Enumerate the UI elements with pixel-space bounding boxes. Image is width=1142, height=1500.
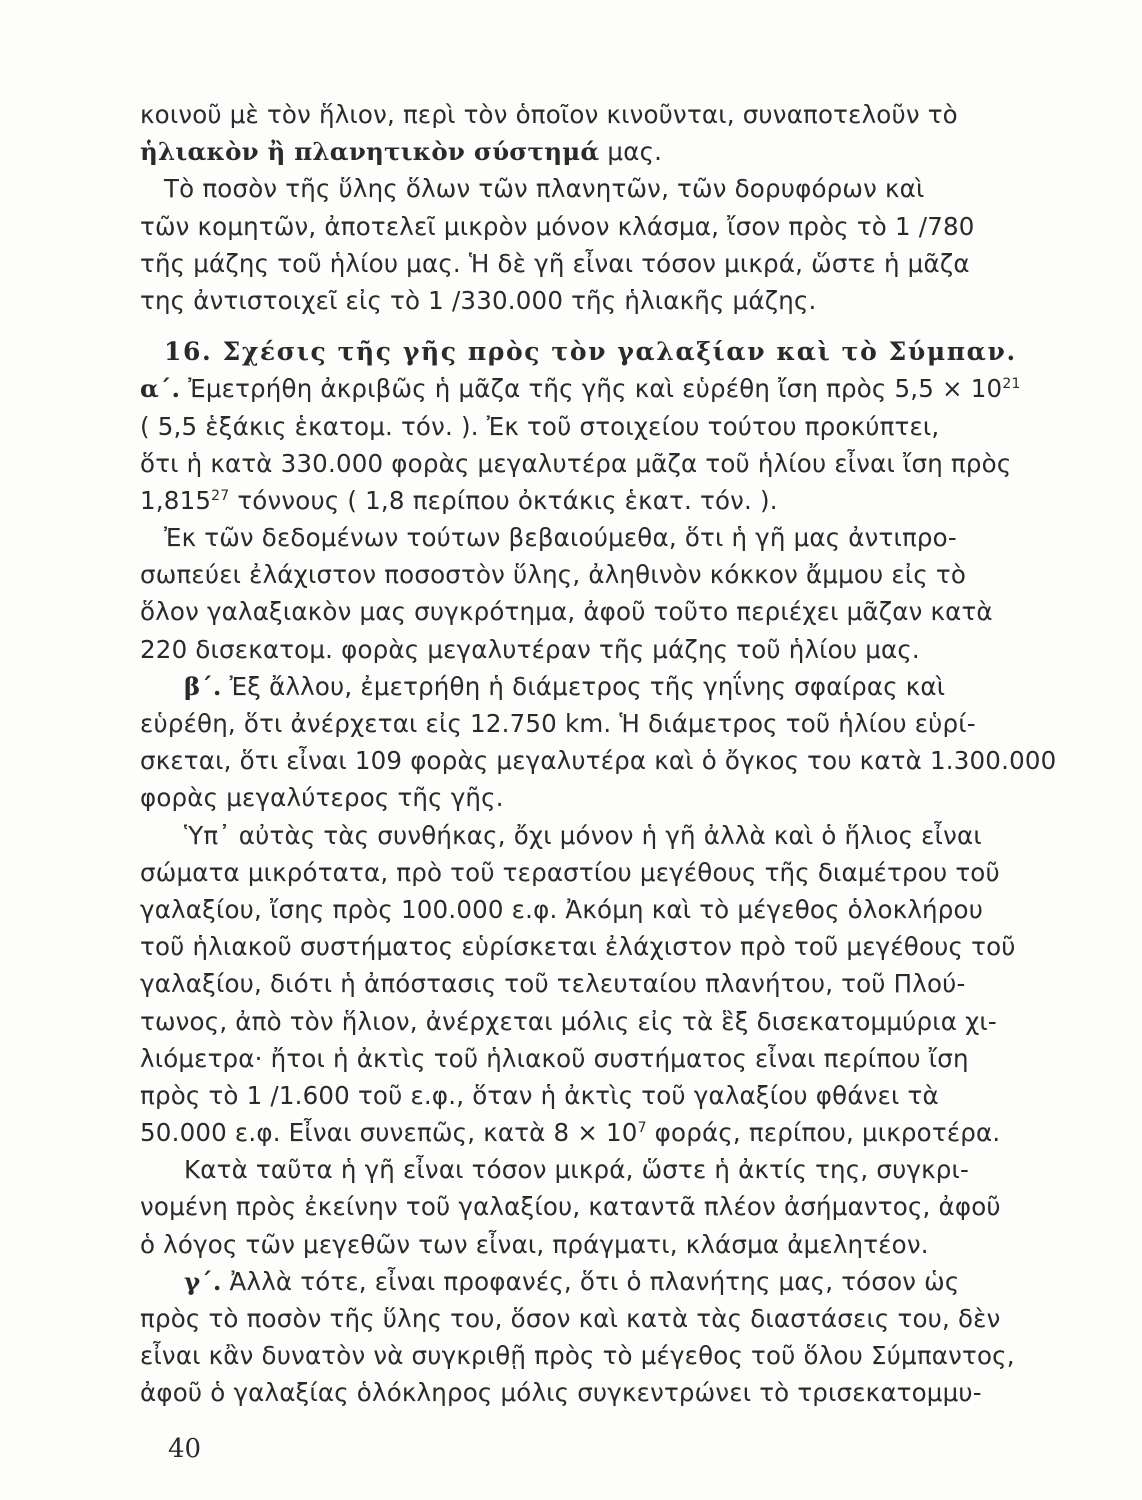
text-fragment: Ἐμετρήθη ἀκριβῶς ἡ μᾶζα τῆς γῆς καὶ εὑρέθη ἴση πρὸς 5,5 × 10 <box>180 374 1003 404</box>
text-fragment: 50.000 ε.φ. Εἶναι συνεπῶς, κατὰ 8 × 10 <box>140 1118 638 1148</box>
bold-term: ἡλιακὸν ἢ πλανητικὸν σύστημά <box>140 137 600 167</box>
text-fragment: 1,815 <box>140 485 212 515</box>
text-fragment: Ἐξ ἄλλου, ἐμετρήθη ἡ διάμετρος τῆς γηΐνης σφαίρας καὶ <box>221 671 946 701</box>
text-line <box>140 1114 1020 1151</box>
text-line: 220 δισεκατομ. φορὰς μεγαλυτέραν τῆς μάζης τοῦ ἡλίου μας. <box>140 634 920 664</box>
text-fragment: μας. <box>599 137 663 167</box>
text-line <box>140 668 1020 705</box>
text-fragment: φοράς, περίπου, μικροτέρα. <box>646 1118 1001 1148</box>
text-line: φορὰς μεγαλύτερος τῆς γῆς. <box>140 783 504 813</box>
text-line: ( 5,5 ἑξάκις ἑκατομ. τόν. ). Ἐκ τοῦ στοιχείου τούτου προκύπτει, <box>140 411 940 441</box>
text-line: πρὸς τὸ 1 /1.600 τοῦ ε.φ., ὅταν ἡ ἀκτὶς τοῦ γαλαξίου φθάνει τὰ <box>140 1080 939 1110</box>
text-line: Ἐκ τῶν δεδομένων τούτων βεβαιούμεθα, ὅτι ἡ γῆ μας ἀντιπρο- <box>164 523 957 553</box>
page-body-text <box>140 96 1057 1412</box>
text-line: εὑρέθη, ὅτι ἀνέρχεται εἰς 12.750 km. Ἡ διάμετρος τοῦ ἡλίου εὑρί- <box>140 709 976 738</box>
page-number: 40 <box>168 1434 202 1464</box>
text-line: τοῦ ἡλιακοῦ συστήματος εὑρίσκεται ἐλάχιστον πρὸ τοῦ μεγέθους τοῦ <box>140 932 1016 962</box>
subsection-marker-beta: β΄. <box>184 671 222 701</box>
text-line: Κατὰ ταῦτα ἡ γῆ εἶναι τόσον μικρά, ὥστε ἡ ἀκτίς της, συγκρι- <box>184 1155 970 1185</box>
text-line: σώματα μικρότατα, πρὸ τοῦ τεραστίου μεγέθους τῆς διαμέτρου τοῦ <box>140 857 1000 887</box>
text-line: πρὸς τὸ ποσὸν τῆς ὕλης του, ὅσον καὶ κατὰ τὰς διαστάσεις του, δὲν <box>140 1304 1001 1333</box>
text-line: γαλαξίου, διότι ἡ ἀπόστασις τοῦ τελευταίου πλανήτου, τοῦ Πλού- <box>140 969 966 999</box>
section-heading: 16. Σχέσις τῆς γῆς πρὸς τὸν γαλαξίαν καὶ τὸ Σύμπαν. <box>164 337 1017 367</box>
text-line <box>140 133 1020 170</box>
text-line: τωνος, ἀπὸ τὸν ἥλιον, ἀνέρχεται μόλις εἰς τὰ ἓξ δισεκατομμύρια χι- <box>140 1006 997 1036</box>
text-line: γαλαξίου, ἴσης πρὸς 100.000 ε.φ. Ἀκόμη καὶ τὸ μέγεθος ὁλοκλήρου <box>140 894 984 924</box>
text-line: σωπεύει ἐλάχιστον ποσοστὸν ὕλης, ἀληθινὸν κόκκον ἄμμου εἰς τὸ <box>140 560 967 590</box>
exponent: 21 <box>1002 376 1021 393</box>
text-line: Ὑπ᾽ αὐτὰς τὰς συνθήκας, ὄχι μόνον ἡ γῆ ἀλλὰ καὶ ὁ ἥλιος εἶναι <box>184 820 982 850</box>
text-line: ὅλον γαλαξιακὸν μας συγκρότημα, ἀφοῦ τοῦτο περιέχει μᾶζαν κατὰ <box>140 597 993 627</box>
text-line <box>140 482 1020 519</box>
text-fragment: τόννους ( 1,8 περίπου ὀκτάκις ἑκατ. τόν. ). <box>229 485 778 515</box>
exponent: 27 <box>211 487 230 504</box>
text-line: νομένη πρὸς ἐκείνην τοῦ γαλαξίου, καταντᾶ πλέον ἀσήμαντος, ἀφοῦ <box>140 1192 1001 1222</box>
text-line: λιόμετρα· ἤτοι ἡ ἀκτὶς τοῦ ἡλιακοῦ συστήματος εἶναι περίπου ἴση <box>140 1043 969 1073</box>
subsection-marker-gamma: γ΄. <box>184 1266 222 1296</box>
text-line: ὁ λόγος τῶν μεγεθῶν των εἶναι, πράγματι, κλάσμα ἀμελητέον. <box>140 1229 929 1259</box>
text-line <box>140 370 1020 407</box>
text-line: Τὸ ποσὸν τῆς ὕλης ὅλων τῶν πλανητῶν, τῶν δορυφόρων καὶ <box>164 174 925 204</box>
text-line: τῆς μάζης τοῦ ἡλίου μας. Ἡ δὲ γῆ εἶναι τόσον μικρά, ὥστε ἡ μᾶζα <box>140 248 970 278</box>
text-line: εἶναι κἂν δυνατὸν νὰ συγκριθῇ πρὸς τὸ μέγεθος τοῦ ὅλου Σύμπαντος, <box>140 1341 1015 1371</box>
exponent: 7 <box>637 1119 647 1136</box>
text-line: σκεται, ὅτι εἶναι 109 φορὰς μεγαλυτέρα καὶ ὁ ὄγκος του κατὰ 1.300.000 <box>140 746 1057 776</box>
text-line: κοινοῦ μὲ τὸν ἥλιον, περὶ τὸν ὁποῖον κινοῦνται, συναποτελοῦν τὸ <box>140 100 958 129</box>
text-line <box>140 1263 1020 1300</box>
text-fragment: Ἀλλὰ τότε, εἶναι προφανές, ὅτι ὁ πλανήτης μας, τόσον ὡς <box>221 1266 960 1296</box>
text-line: της ἀντιστοιχεῖ εἰς τὸ 1 /330.000 τῆς ἡλιακῆς μάζης. <box>140 285 817 315</box>
subsection-marker-alpha: α΄. <box>140 374 181 404</box>
text-line: ἀφοῦ ὁ γαλαξίας ὁλόκληρος μόλις συγκεντρώνει τὸ τρισεκατομμυ- <box>140 1378 982 1408</box>
text-line: ὅτι ἡ κατὰ 330.000 φορὰς μεγαλυτέρα μᾶζα τοῦ ἡλίου εἶναι ἴση πρὸς <box>140 448 1012 478</box>
text-line: τῶν κομητῶν, ἀποτελεῖ μικρὸν μόνον κλάσμα, ἴσον πρὸς τὸ 1 /780 <box>140 211 975 241</box>
